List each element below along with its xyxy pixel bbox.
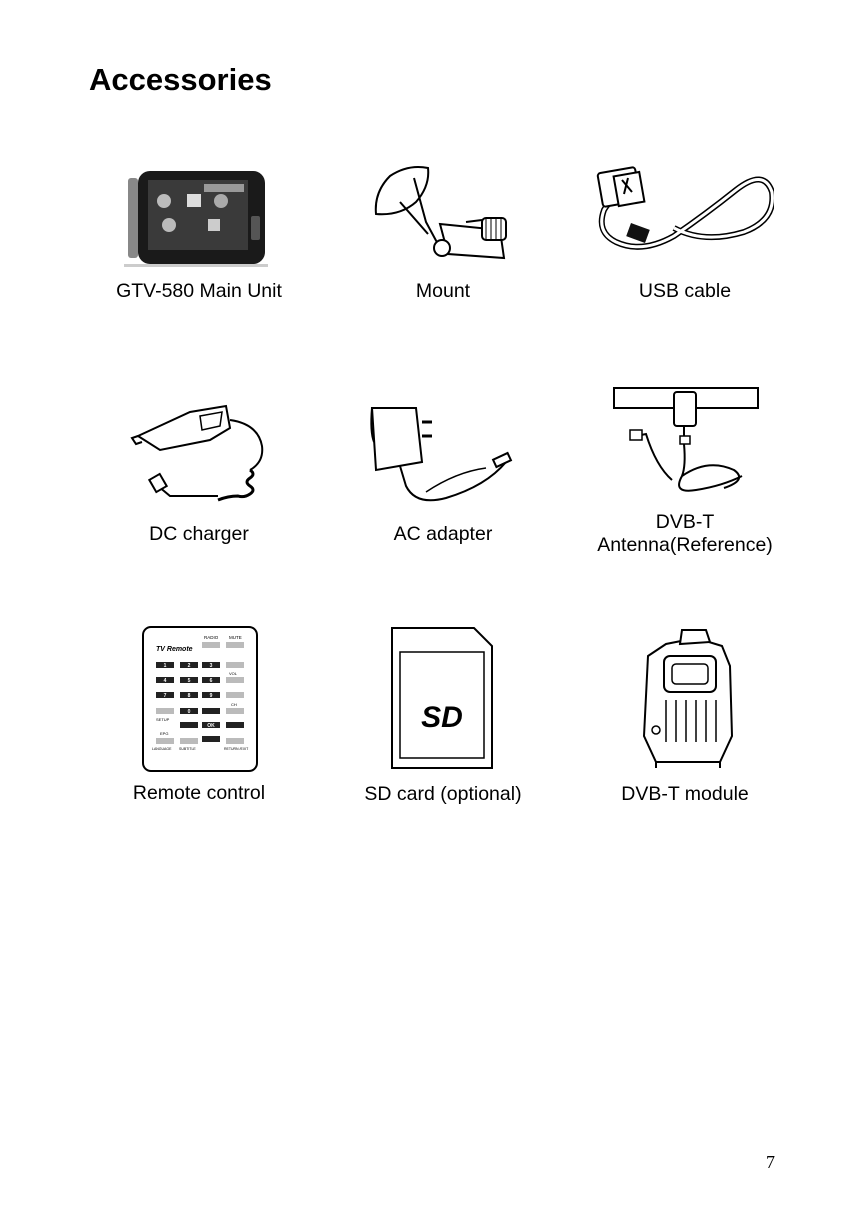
- page-number: 7: [766, 1152, 775, 1172]
- remote-key-7: 7: [163, 693, 167, 699]
- remote-key-6: 6: [209, 678, 213, 684]
- caption-dvbt-antenna-line1: DVB-T: [655, 511, 715, 533]
- sd-logo: SD: [421, 701, 463, 734]
- ac-adapter-icon: [366, 402, 518, 514]
- dvbt-antenna-icon: [612, 386, 762, 498]
- remote-setup-label: SETUP: [156, 717, 170, 722]
- caption-ac-adapter: AC adapter: [393, 523, 493, 545]
- caption-dvbt-module: DVB-T module: [621, 783, 749, 805]
- main-unit-icon: [124, 168, 268, 270]
- remote-ok-key: OK: [207, 723, 215, 729]
- remote-key-4: 4: [163, 678, 167, 684]
- remote-key-0: 0: [187, 709, 191, 715]
- remote-radio-label: RADIO: [204, 635, 219, 640]
- sd-card-icon: [390, 626, 494, 770]
- mount-icon: [370, 162, 518, 274]
- caption-dc-charger: DC charger: [149, 523, 249, 545]
- dc-charger-icon: [130, 400, 272, 510]
- remote-control-icon: [142, 626, 258, 772]
- caption-usb-cable: USB cable: [638, 280, 732, 302]
- dvbt-module-icon: [636, 626, 742, 768]
- caption-dvbt-antenna-line2: Antenna(Reference): [597, 534, 773, 556]
- remote-key-8: 8: [187, 693, 191, 699]
- caption-mount: Mount: [415, 280, 471, 302]
- remote-key-9: 9: [209, 693, 213, 699]
- remote-key-1: 1: [163, 663, 167, 669]
- remote-title: TV Remote: [156, 646, 193, 653]
- remote-subtitle-label: SUBTITLE: [179, 747, 196, 751]
- usb-cable-icon: [594, 162, 774, 262]
- caption-main-unit: GTV-580 Main Unit: [116, 280, 282, 302]
- caption-remote-control: Remote control: [132, 782, 266, 804]
- remote-key-2: 2: [187, 663, 191, 669]
- remote-return-label: RETURN /EXIT: [224, 747, 249, 751]
- remote-mute-label: MUTE: [229, 635, 242, 640]
- remote-key-3: 3: [209, 663, 213, 669]
- remote-key-5: 5: [187, 678, 191, 684]
- remote-language-label: LANGUAGE: [152, 747, 172, 751]
- page-title: Accessories: [89, 62, 272, 97]
- remote-ch-label: CH: [231, 702, 237, 707]
- remote-vol-label: VOL: [229, 671, 238, 676]
- remote-epg-label: EPG: [160, 731, 169, 736]
- caption-sd-card: SD card (optional): [364, 783, 522, 805]
